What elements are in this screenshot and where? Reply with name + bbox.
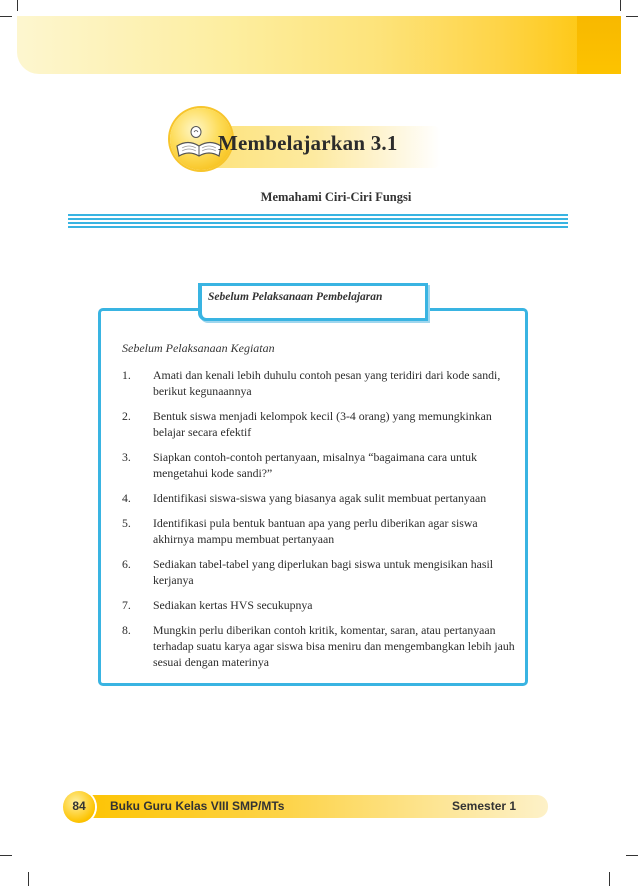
- crop-mark: [609, 872, 610, 886]
- divider-line: [68, 214, 568, 216]
- list-item: [122, 490, 517, 506]
- step-text: Bentuk siswa menjadi kelompok kecil (3-4 orang) yang memungkinkan belajar secara efektif: [153, 409, 492, 439]
- crop-mark: [0, 855, 12, 856]
- step-text: Identifikasi siswa-siswa yang biasanya agak sulit membuat pertanyaan: [153, 491, 487, 505]
- list-item: [122, 408, 517, 440]
- step-number: 3.: [122, 450, 131, 464]
- top-banner: [17, 16, 621, 74]
- footer-semester: Semester 1: [452, 799, 517, 813]
- step-number: 4.: [122, 491, 131, 505]
- divider-line: [68, 222, 568, 224]
- subtitle-text: Memahami Ciri-Ciri Fungsi: [260, 190, 412, 204]
- divider-lines: [68, 214, 568, 230]
- section-tab: [198, 283, 428, 321]
- section-tab-label: Sebelum Pelaksanaan Pembelajaran: [208, 291, 383, 303]
- step-number: 5.: [122, 516, 131, 530]
- crop-mark: [620, 0, 621, 11]
- step-number: 1.: [122, 368, 131, 382]
- steps-list: [122, 367, 517, 679]
- crop-mark: [626, 16, 638, 17]
- crop-mark: [28, 872, 29, 886]
- page-title: Membelajarkan 3.1: [218, 131, 398, 155]
- crop-mark: [0, 16, 12, 17]
- list-item: [122, 622, 517, 670]
- crop-mark: [17, 0, 18, 11]
- list-item: [122, 367, 517, 399]
- step-number: 7.: [122, 598, 131, 612]
- step-text: Sediakan tabel-tabel yang diperlukan bagi siswa untuk mengisikan hasil kerjanya: [153, 557, 494, 587]
- step-text: Siapkan contoh-contoh pertanyaan, misalnya “bagaimana cara untuk mengetahui kode sandi?”: [153, 450, 477, 480]
- step-number: 2.: [122, 409, 131, 423]
- list-item: [122, 515, 517, 547]
- page-number: 84: [72, 799, 86, 813]
- list-item: [122, 449, 517, 481]
- divider-line: [68, 218, 568, 220]
- footer-book-title: Buku Guru Kelas VIII SMP/MTs: [110, 799, 285, 813]
- open-book-icon: [174, 124, 224, 164]
- list-item: [122, 597, 517, 613]
- step-text: Sediakan kertas HVS secukupnya: [153, 598, 313, 612]
- step-number: 8.: [122, 623, 131, 637]
- crop-mark: [626, 855, 638, 856]
- step-text: Mungkin perlu diberikan contoh kritik, komentar, saran, atau pertanyaan terhadap suatu karya agar siswa bisa meniru dan mengembangkan lebih jauh sesuai dengan materinya: [153, 623, 515, 669]
- step-number: 6.: [122, 557, 131, 571]
- activity-title: Sebelum Pelaksanaan Kegiatan: [122, 341, 275, 355]
- divider-line: [68, 226, 568, 228]
- step-text: Amati dan kenali lebih duhulu contoh pesan yang teridiri dari kode sandi, berikut kegunaannya: [153, 368, 501, 398]
- page-subtitle: [0, 190, 638, 205]
- step-text: Identifikasi pula bentuk bantuan apa yang perlu diberikan agar siswa akhirnya mampu membuat pertanyaan: [153, 516, 478, 546]
- list-item: [122, 556, 517, 588]
